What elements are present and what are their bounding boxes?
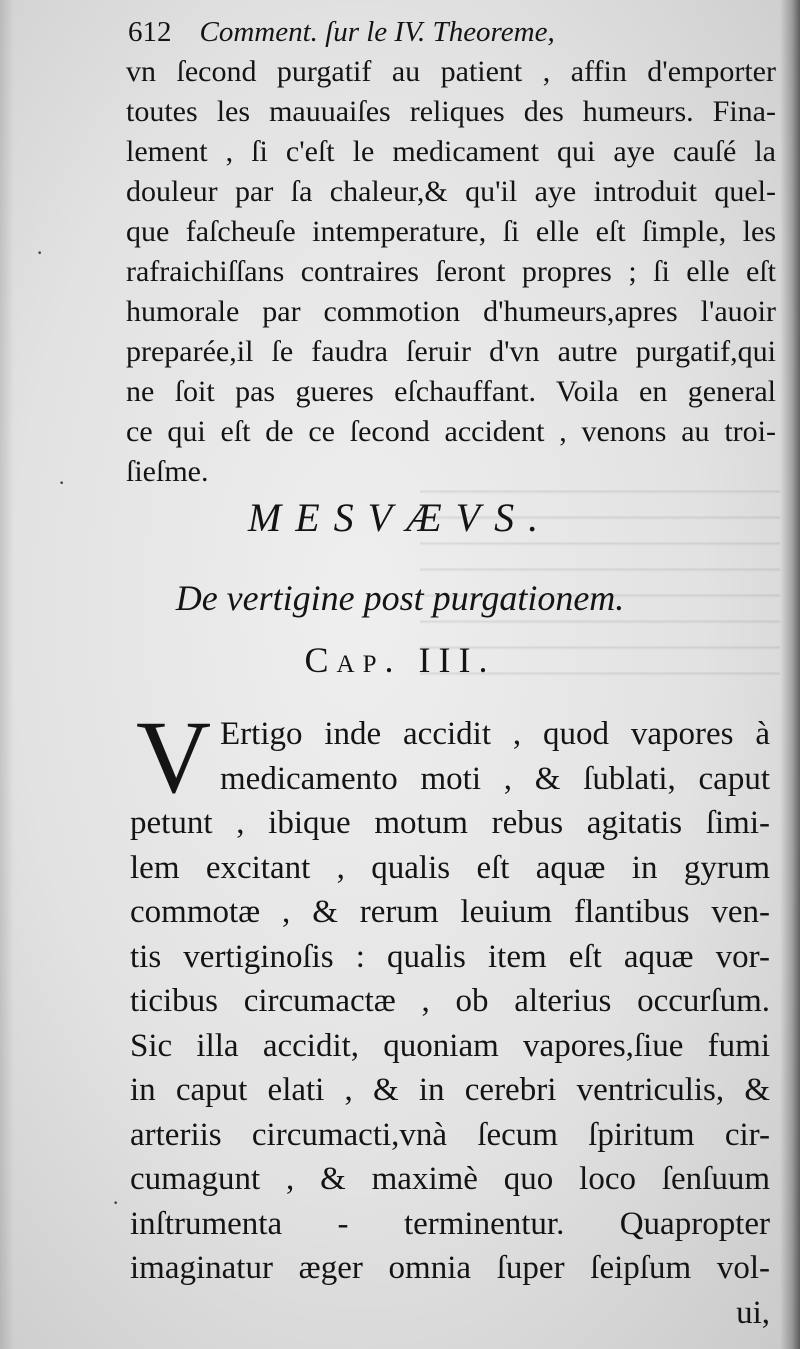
text-line: petunt , ibique motum rebus agitatis ſimi- — [130, 805, 770, 841]
text-line: Sic illa accidit, quoniam vapores,ſiue fumi — [130, 1027, 770, 1064]
text-line: ce qui eſt de ce ſecond accident , venons au troi- — [126, 415, 776, 448]
margin-mark: · — [112, 1190, 120, 1215]
text-line: lement , ſi c'eſt le medicament qui aye cauſé la — [126, 135, 776, 168]
text-line: in caput elati , & in cerebri ventriculis, & — [130, 1072, 770, 1108]
text-line: rafraichiſſans contraires ſeront propres ; ſi elle eſt — [126, 255, 776, 288]
text-line: lem excitant , qualis eſt aquæ in gyrum — [130, 849, 770, 886]
text-line: ticibus circumactæ , ob alterius occurſum. — [130, 983, 770, 1019]
chapter-title: De vertigine post purgationem. — [175, 578, 625, 618]
text-line: arteriis circumacti,vnà ſecum ſpiritum cir- — [130, 1116, 770, 1153]
page-number: 612 — [128, 16, 172, 48]
margin-mark: · — [58, 470, 66, 495]
text-line: imaginatur æger omnia ſuper ſeipſum vol- — [130, 1250, 770, 1286]
running-head-title: Comment. ſur le IV. Theoreme, — [199, 16, 555, 48]
text-line: vn ſecond purgatif au patient , affin d'emporter — [126, 55, 776, 88]
running-head — [128, 8, 668, 56]
text-line: ſieſme. — [126, 455, 209, 488]
latin-paragraph — [130, 712, 770, 1335]
chapter-number: Cap. III. — [304, 640, 496, 680]
text-line: preparée,il ſe faudra ſeruir d'vn autre purgatif,qui — [126, 335, 776, 368]
drop-cap: V — [136, 700, 212, 815]
text-line: commotæ , & rerum leuium flantibus ven- — [130, 894, 770, 930]
text-line: cumagunt , & maximè quo loco ſenſuum — [130, 1161, 770, 1197]
french-paragraph — [126, 52, 776, 492]
text-line: medicamento moti , & ſublati, caput — [220, 760, 770, 797]
text-line: douleur par ſa chaleur,& qu'il aye introduit quel- — [126, 175, 776, 208]
text-line: que faſcheuſe intemperature, ſi elle eſt ſimple, les — [126, 215, 776, 248]
text-line: Ertigo inde accidit , quod vapores à — [220, 716, 770, 752]
text-line: tis vertiginoſis : qualis item eſt aquæ vor- — [130, 938, 770, 975]
catchword: ui, — [736, 1294, 770, 1331]
text-line: humorale par commotion d'humeurs,apres l'auoir — [126, 295, 776, 328]
margin-mark: · — [36, 240, 44, 265]
text-line: ne ſoit pas gueres eſchauffant. Voila en general — [126, 375, 776, 408]
text-line: toutes les mauuaiſes reliques des humeurs. Fina- — [126, 95, 776, 128]
author-heading: MESVÆVS. — [247, 495, 553, 540]
text-line: inſtrumenta - terminentur. Quapropter — [130, 1205, 770, 1242]
